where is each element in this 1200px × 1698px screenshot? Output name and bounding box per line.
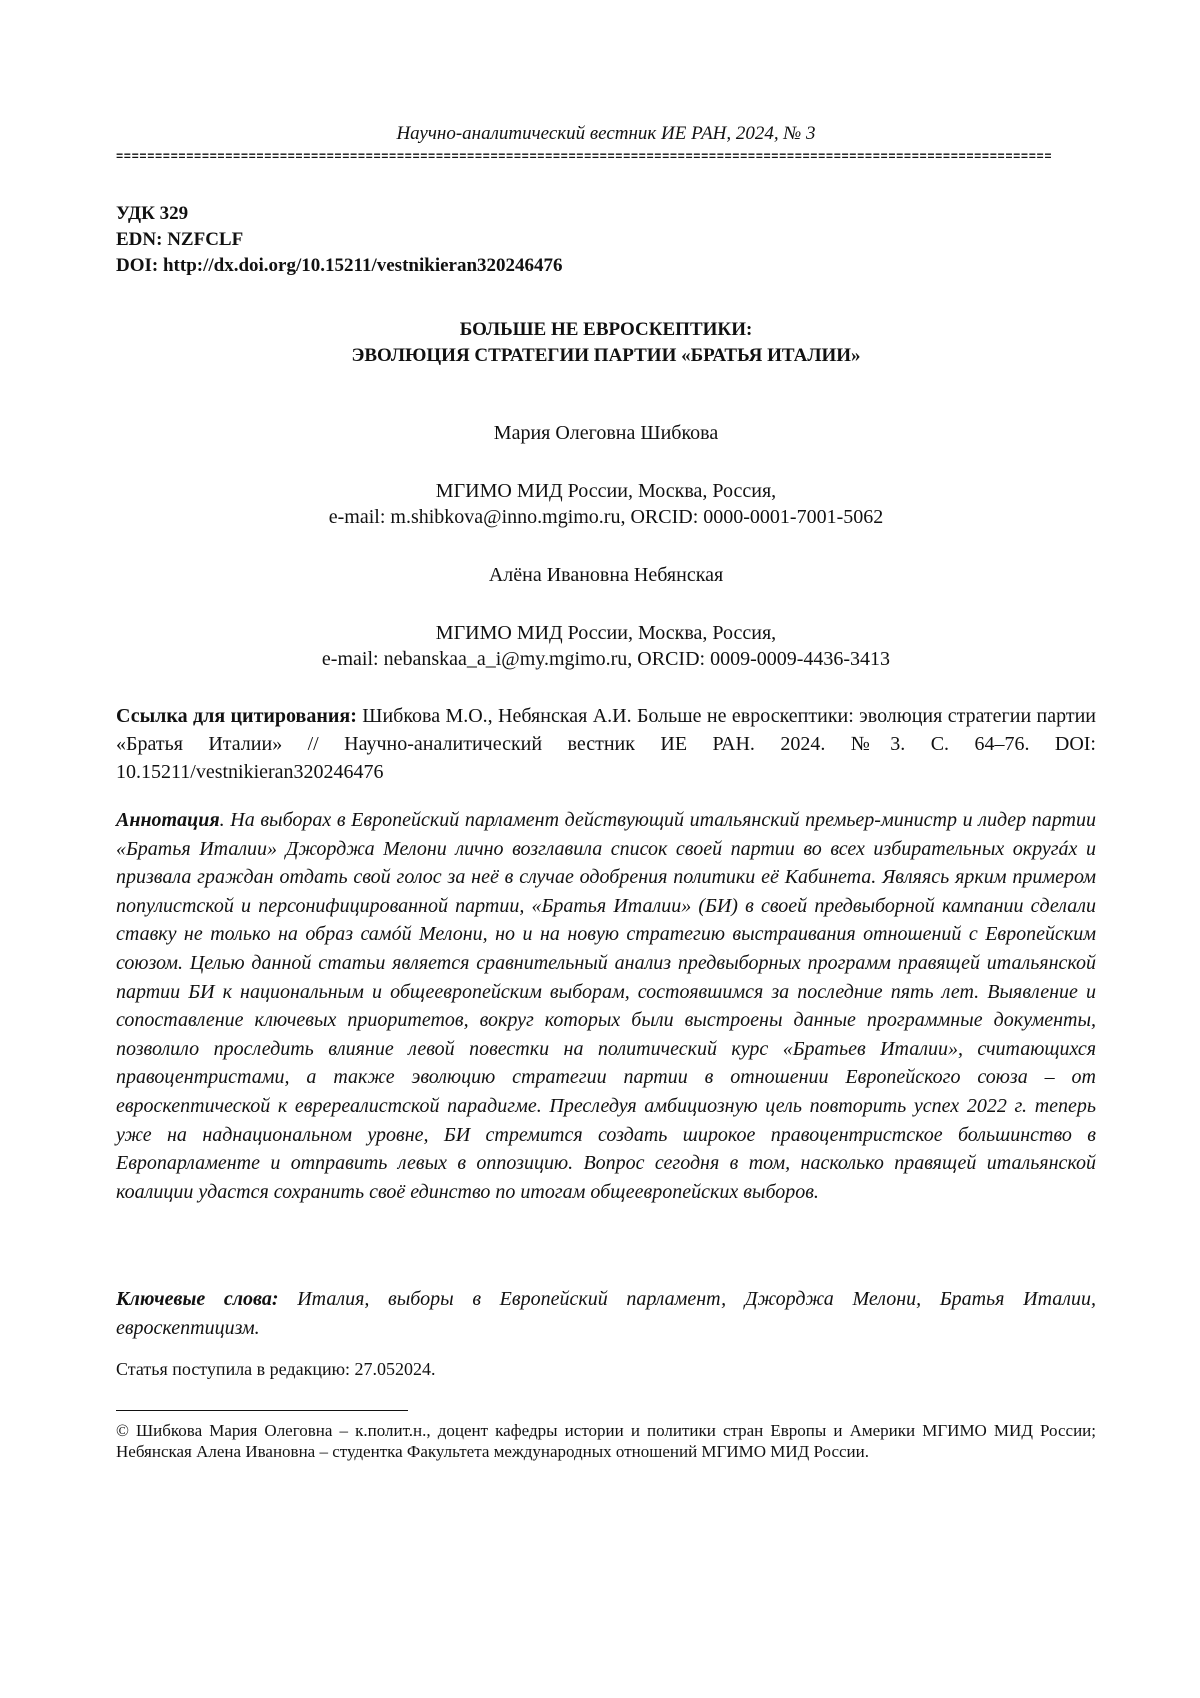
author-footnote: © Шибкова Мария Олеговна – к.полит.н., доцент кафедры истории и политики стран Европы и Америки МГИМО МИД России; Небянская Алена Ивановна – студентка Факультета международных отношений МГИМО МИД России. (116, 1421, 1096, 1461)
keywords-label: Ключевые слова: (116, 1288, 279, 1310)
udk-code: УДК 329 (116, 203, 189, 224)
author-2-affiliation (116, 620, 1096, 672)
author-1-name: Мария Олеговна Шибкова (493, 422, 719, 444)
article-meta (116, 201, 563, 279)
edn-code: EDN: NZFCLF (116, 229, 244, 250)
received-date: Статья поступила в редакцию: 27.052024. (116, 1359, 436, 1379)
title-line-1: БОЛЬШЕ НЕ ЕВРОСКЕПТИКИ: (459, 319, 753, 340)
author-2-contact[interactable]: e-mail: nebanskaa_a_i@my.mgimo.ru, ORCID: 0009-0009-4436-3413 (321, 648, 891, 670)
doi-link[interactable]: DOI: http://dx.doi.org/10.15211/vestnikieran320246476 (116, 255, 563, 276)
citation-text: Шибкова М.О., Небянская А.И. Больше не евроскептики: эволюция стратегии партии «Братья Италии» // Научно-аналитический вестник ИЕ РАН. 2024. №3. С. 64–76. DOI: 10.15211/vestnikieran320246476 (116, 705, 1096, 783)
title-line-2: ЭВОЛЮЦИЯ СТРАТЕГИИ ПАРТИИ «БРАТЬЯ ИТАЛИИ» (351, 345, 861, 366)
citation-label: Ссылка для цитирования: (116, 705, 357, 727)
abstract-label: Аннотация (116, 809, 220, 831)
author-1-org: МГИМО МИД России, Москва, Россия, (435, 480, 777, 502)
author-2-name: Алёна Ивановна Небянская (488, 564, 724, 586)
article-title (116, 317, 1096, 369)
abstract-text: . На выборах в Европейский парламент действующий итальянский премьер-министр и лидер партии «Братья Италии» Джорджа Мелони лично возглавила список своей партии во всех избирательных округáх и призвала граждан отдать свой голос за неё в случае одобрения политики её Кабинета. Являясь ярким примером популистской и персонифицированной партии, «Братья Италии» (БИ) в своей предвыборной кампании сделали ставку не только на образ самóй Мелони, но и на новую стратегию выстраивания отношений с Европейским союзом. Целью данной статьи является сравнительный анализ предвыборных программ правящей итальянской партии БИ к национальным и общеевропейским выборам, состоявшимся за последние пять лет. Выявление и сопоставление ключевых приоритетов, вокруг которых были выстроены данные программные документы, позволило проследить влияние левой повестки на политический курс «Братьев Италии», считающихся правоцентристами, а также эволюцию стратегии партии в отношении Европейского союза – от евроскептической к евререалистской парадигме. Преследуя амбициозную цель повторить успех 2022 г. теперь уже на наднациональном уровне, БИ стремится создать широкое правоцентристское большинство в Европарламенте и отправить левых в оппозицию. Вопрос сегодня в том, насколько правящей итальянской коалиции удастся сохранить своё единство по итогам общеевропейских выборов. (116, 809, 1096, 1203)
citation-block (116, 702, 1096, 786)
author-1-affiliation (116, 478, 1096, 530)
header-double-rule: ======================================================================================================================== (116, 152, 1053, 162)
abstract-block (116, 806, 1096, 1206)
keywords-text: Италия, выборы в Европейский парламент, Джорджа Мелони, Братья Италии, евроскептицизм. (116, 1288, 1097, 1339)
author-1-contact[interactable]: e-mail: m.shibkova@inno.mgimo.ru, ORCID: 0000-0001-7001-5062 (328, 506, 884, 528)
author-2-org: МГИМО МИД России, Москва, Россия, (435, 622, 777, 644)
footnote-divider (116, 1410, 408, 1411)
running-header: Научно-аналитический вестник ИЕ РАН, 2024, № 3 (396, 123, 816, 144)
keywords-block (116, 1285, 1096, 1342)
